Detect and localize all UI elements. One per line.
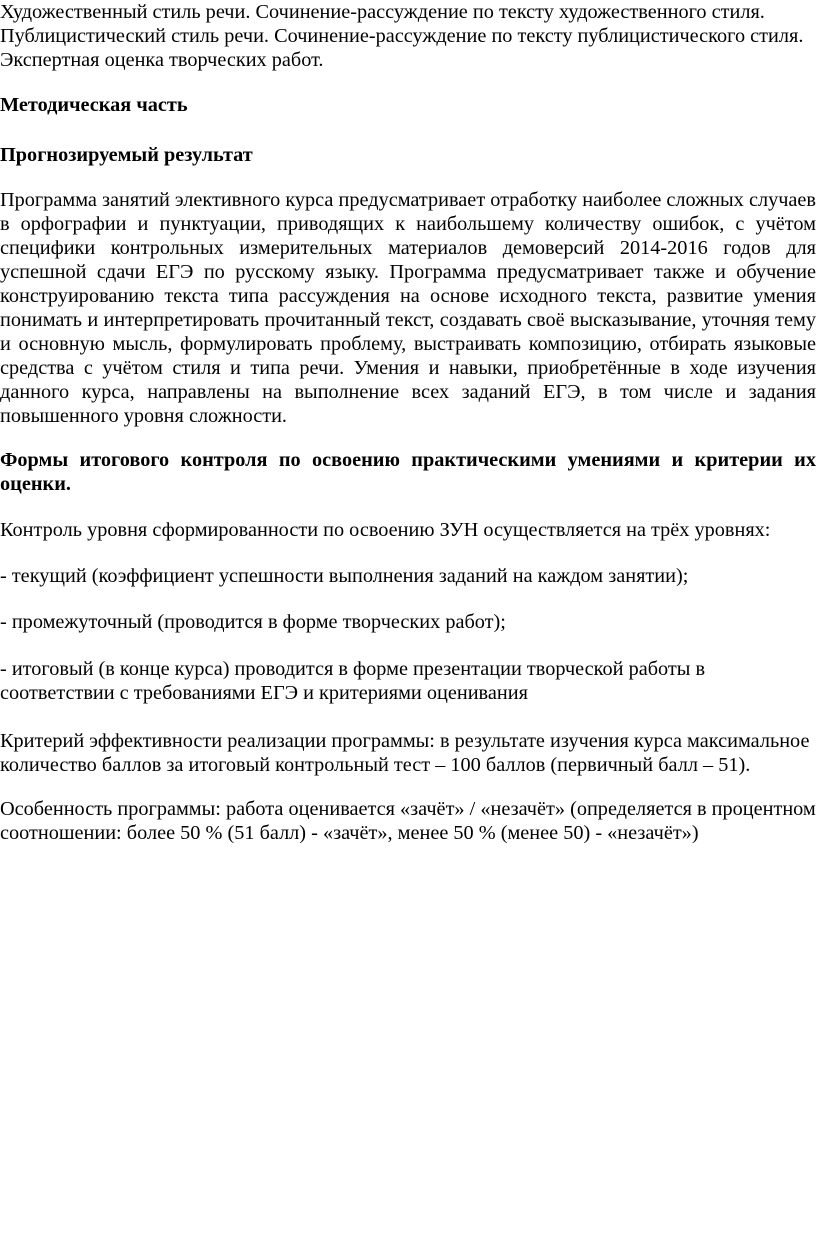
- intro-lines: [0, 0, 816, 72]
- control-intro: Контроль уровня сформированности по освоению ЗУН осуществляется на трёх уровнях:: [0, 519, 771, 541]
- control-level-intermediate: - промежуточный (проводится в форме творческих работ);: [0, 611, 506, 633]
- effectiveness-criterion: Критерий эффективности реализации программы: в результате изучения курса максимальное количество баллов за итоговый контрольный тест – 100 баллов (первичный балл – 51).: [0, 730, 810, 776]
- intro-line: Экспертная оценка творческих работ.: [0, 49, 324, 71]
- heading-control-forms: Формы итогового контроля по освоению практическими умениями и критерии их оценки.: [0, 449, 816, 495]
- expected-result-paragraph: Программа занятий элективного курса предусматривает отработку наиболее сложных случаев в орфографии и пунктуации, приводящих к наибольшему количеству ошибок, с учётом специфики контрольных измерительных материалов демоверсий 2014-2016 годов для успешной сдачи ЕГЭ по русскому языку. Программа предусматривает также и обучение конструированию текста типа рассуждения на основе исходного текста, развитие умения понимать и интерпретировать прочитанный текст, создавать своё высказывание, уточняя тему и основную мысль, формулировать проблему, выстраивать композицию, отбирать языковые средства с учётом стиля и типа речи. Умения и навыки, приобретённые в ходе изучения данного курса, направлены на выполнение всех заданий ЕГЭ, в том числе и задания повышенного уровня сложности.: [0, 189, 816, 427]
- program-feature: Особенность программы: работа оценивается «зачёт» / «незачёт» (определяется в процентном соотношении: более 50 % (51 балл) - «зачёт», менее 50 % (менее 50) - «незачёт»): [0, 798, 816, 844]
- intro-line: Публицистический стиль речи. Сочинение-рассуждение по тексту публицистического стиля.: [0, 25, 804, 47]
- control-level-current: - текущий (коэффициент успешности выполнения заданий на каждом занятии);: [0, 565, 689, 587]
- heading-expected-result: Прогнозируемый результат: [0, 144, 253, 166]
- heading-methodical: Методическая часть: [0, 94, 188, 116]
- control-level-final: - итоговый (в конце курса) проводится в форме презентации творческой работы в соответствии с требованиями ЕГЭ и критериями оценивания: [0, 658, 706, 704]
- intro-line: Художественный стиль речи. Сочинение-рассуждение по тексту художественного стиля.: [0, 1, 765, 23]
